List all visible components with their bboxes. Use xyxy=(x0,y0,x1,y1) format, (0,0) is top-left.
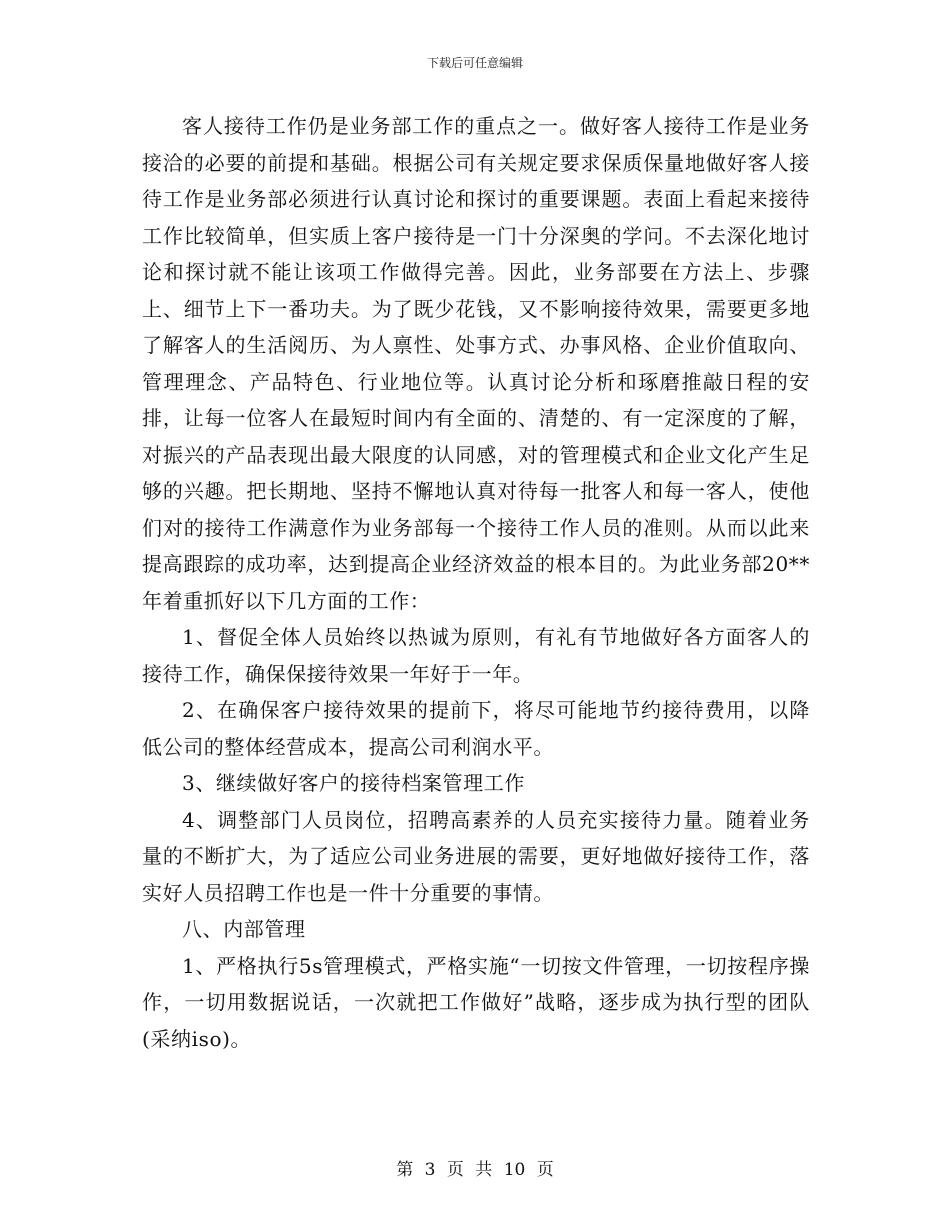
list-item: 3、继续做好客户的接待档案管理工作 xyxy=(182,771,525,795)
document-body xyxy=(142,108,810,1057)
list-item: 1、严格执行5s管理模式，严格实施“一切按文件管理，一切按程序操作，一切用数据说话，一次就把工作做好”战略，逐步成为执行型的团队(采纳iso)。 xyxy=(142,953,810,1051)
page-footer: 第 3 页 共 10 页 xyxy=(396,1160,554,1180)
intro-paragraph: 客人接待工作仍是业务部工作的重点之一。做好客人接待工作是业务接洽的必要的前提和基础。根据公司有关规定要求保质保量地做好客人接待工作是业务部必须进行认真讨论和探讨的重要课题。表面上看起来接待工作比较简单，但实质上客户接待是一门十分深奥的学问。不去深化地讨论和探讨就不能让该项工作做得完善。因此，业务部要在方法上、步骤上、细节上下一番功夫。为了既少花钱，又不影响接待效果，需要更多地了解客人的生活阅历、为人禀性、处事方式、办事风格、企业价值取向、管理理念、产品特色、行业地位等。认真讨论分析和琢磨推敲日程的安排，让每一位客人在最短时间内有全面的、清楚的、有一定深度的了解，对振兴的产品表现出最大限度的认同感，对的管理模式和企业文化产生足够的兴趣。把长期地、坚持不懈地认真对待每一批客人和每一客人，使他们对的接待工作满意作为业务部每一个接待工作人员的准则。从而以此来提高跟踪的成功率，达到提高企业经济效益的根本目的。为此业务部20**年着重抓好以下几方面的工作： xyxy=(142,114,810,613)
page-header: 下载后可任意编辑 xyxy=(426,56,523,70)
section-heading: 八、内部管理 xyxy=(182,917,306,941)
list-item: 4、调整部门人员岗位，招聘高素养的人员充实接待力量。随着业务量的不断扩大，为了适应公司业务进展的需要，更好地做好接待工作，落实好人员招聘工作也是一件十分重要的事情。 xyxy=(142,807,810,905)
list-item: 2、在确保客户接待效果的提前下，将尽可能地节约接待费用，以降低公司的整体经营成本，提高公司利润水平。 xyxy=(142,698,810,759)
list-item: 1、督促全体人员始终以热诚为原则，有礼有节地做好各方面客人的接待工作，确保保接待效果一年好于一年。 xyxy=(142,625,810,686)
